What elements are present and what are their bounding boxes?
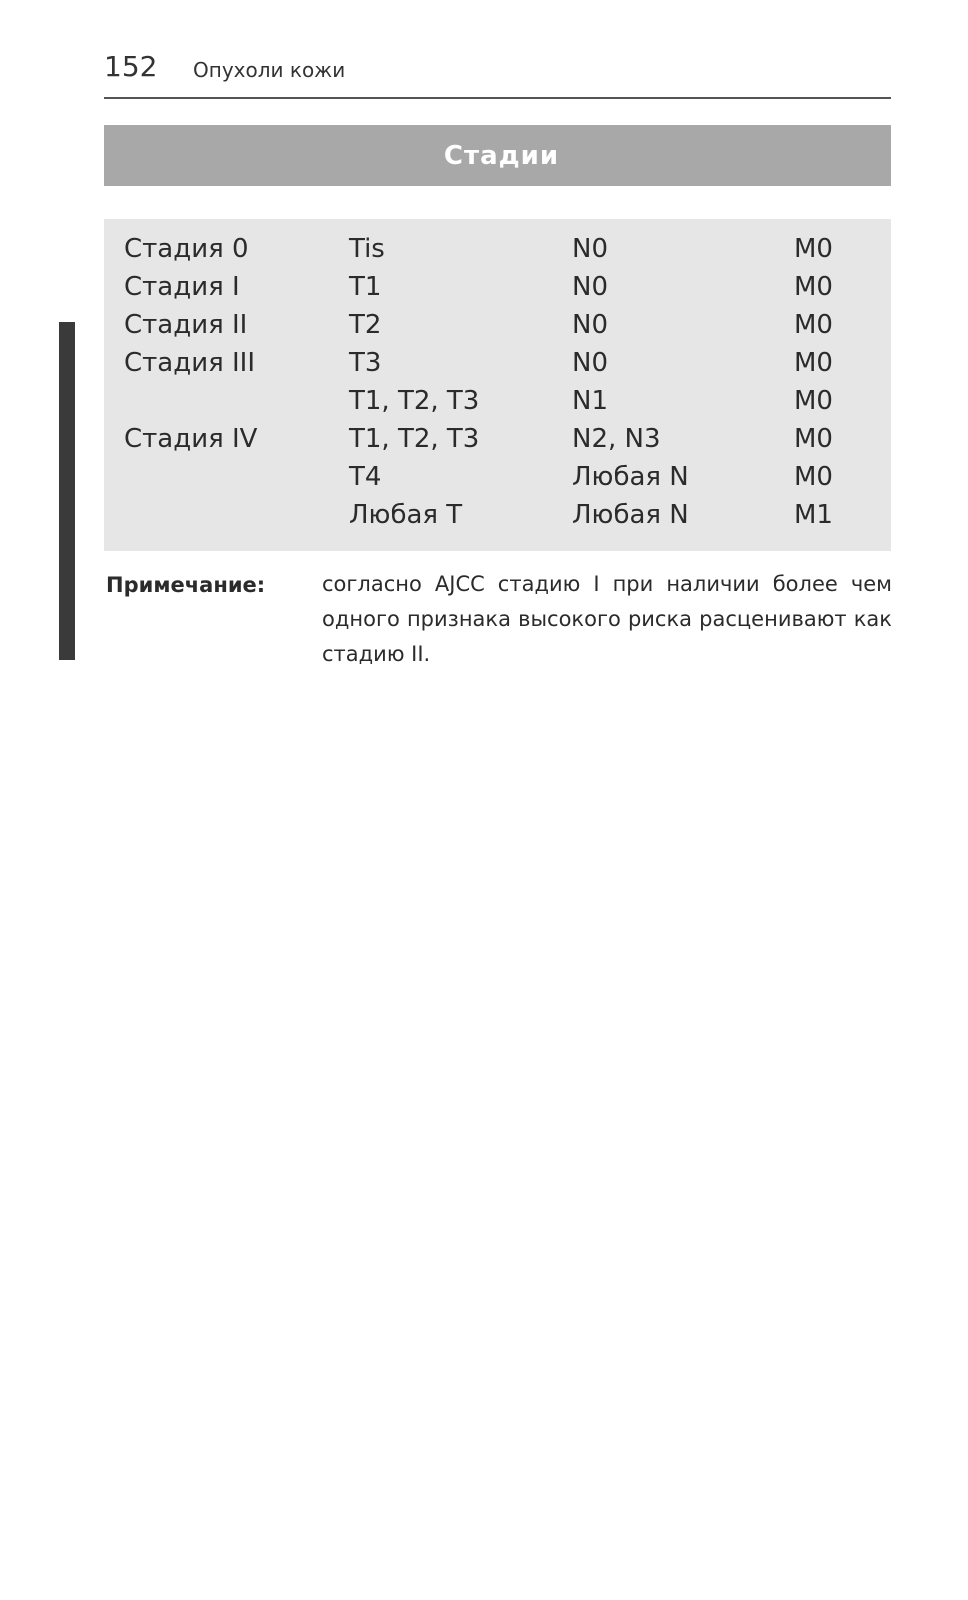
stage-cell: Стадия IV [124,424,258,454]
section-title-bar [104,125,891,186]
running-title: Опухоли кожи [193,58,346,82]
n-cell: N0 [572,310,608,340]
t-cell: T2 [349,310,382,340]
n-cell: N2, N3 [572,424,661,454]
table-row [104,344,891,382]
n-cell: Любая N [572,500,689,530]
table-row [104,496,891,534]
note-text: согласно AJCC стадию I при наличии более чем одного признака высокого риска расценивают как стадию II. [322,572,892,666]
stage-cell: Стадия I [124,272,240,302]
t-cell: T1 [349,272,382,302]
m-cell: M0 [794,386,833,416]
n-cell: Любая N [572,462,689,492]
table-row [104,306,891,344]
t-cell: T3 [349,348,382,378]
note-label: Примечание: [106,573,266,597]
stage-cell: Стадия 0 [124,234,249,264]
n-cell: N0 [572,234,608,264]
m-cell: M0 [794,424,833,454]
n-cell: N0 [572,272,608,302]
table-row [104,420,891,458]
t-cell: Tis [349,234,385,264]
m-cell: M0 [794,348,833,378]
margin-change-bar [59,322,75,660]
table-row [104,230,891,268]
m-cell: M0 [794,310,833,340]
stages-table [104,219,891,551]
stage-cell: Стадия II [124,310,248,340]
table-row [104,268,891,306]
section-title: Стадии [443,140,560,171]
header-rule [104,97,891,99]
t-cell: T1, T2, T3 [349,386,480,416]
t-cell: Любая T [349,500,463,530]
m-cell: M0 [794,234,833,264]
t-cell: T4 [349,462,382,492]
n-cell: N0 [572,348,608,378]
page-number: 152 [104,50,158,83]
n-cell: N1 [572,386,608,416]
stage-cell: Стадия III [124,348,256,378]
m-cell: M0 [794,462,833,492]
m-cell: M0 [794,272,833,302]
table-row [104,382,891,420]
t-cell: T1, T2, T3 [349,424,480,454]
m-cell: M1 [794,500,833,530]
table-row [104,458,891,496]
